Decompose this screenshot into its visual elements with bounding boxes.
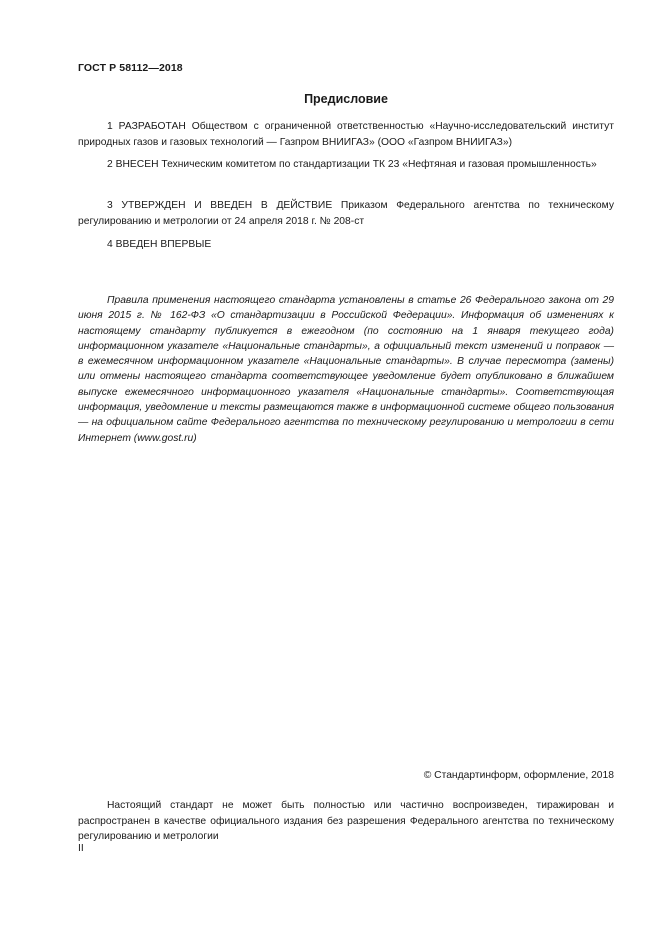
foreword-item-introduced: 2 ВНЕСЕН Техническим комитетом по стандартизации ТК 23 «Нефтяная и газовая промышленность»	[107, 159, 597, 170]
reproduction-rights-notice: Настоящий стандарт не может быть полностью или частично воспроизведен, тиражирован и распространен в качестве официального издания без разрешения Федерального агентства по техническому регулированию и метрологии	[78, 800, 614, 842]
copyright-line: © Стандартинформ, оформление, 2018	[423, 770, 614, 781]
foreword-title: Предисловие	[304, 92, 388, 106]
foreword-item-first-time: 4 ВВЕДЕН ВПЕРВЫЕ	[107, 239, 212, 250]
foreword-item-developed: 1 РАЗРАБОТАН Обществом с ограниченной ответственностью «Научно-исследовательский институт природных газов и газовых технологий — Газпром ВНИИГАЗ» (ООО «Газпром ВНИИГАЗ»)	[78, 121, 614, 148]
standard-code: ГОСТ Р 58112—2018	[78, 62, 183, 74]
page-number: II	[78, 843, 84, 854]
foreword-item-approved: 3 УТВЕРЖДЕН И ВВЕДЕН В ДЕЙСТВИЕ Приказом Федерального агентства по техническому регулированию и метрологии от 24 апреля 2018 г. № 208-ст	[78, 200, 614, 227]
application-rules-notice: Правила применения настоящего стандарта установлены в статье 26 Федерального закона от 29 июня 2015 г. № 162-ФЗ «О стандартизации в Российской Федерации». Информация об изменениях к настоящему стандарту публикуется в ежегодном (по состоянию на 1 января текущего года) информационном указателе «Национальные стандарты», а официальный текст изменений и поправок — в ежемесячном информационном указателе «Национальные стандарты». В случае пересмотра (замены) или отмены настоящего стандарта соответствующее уведомление будет опубликовано в ближайшем выпуске ежемесячного информационного указателя «Национальные стандарты». Соответствующая информация, уведомление и тексты размещаются также в информационной системе общего пользования — на официальном сайте Федерального агентства по техническому регулированию и метрологии в сети Интернет (www.gost.ru)	[78, 295, 614, 444]
